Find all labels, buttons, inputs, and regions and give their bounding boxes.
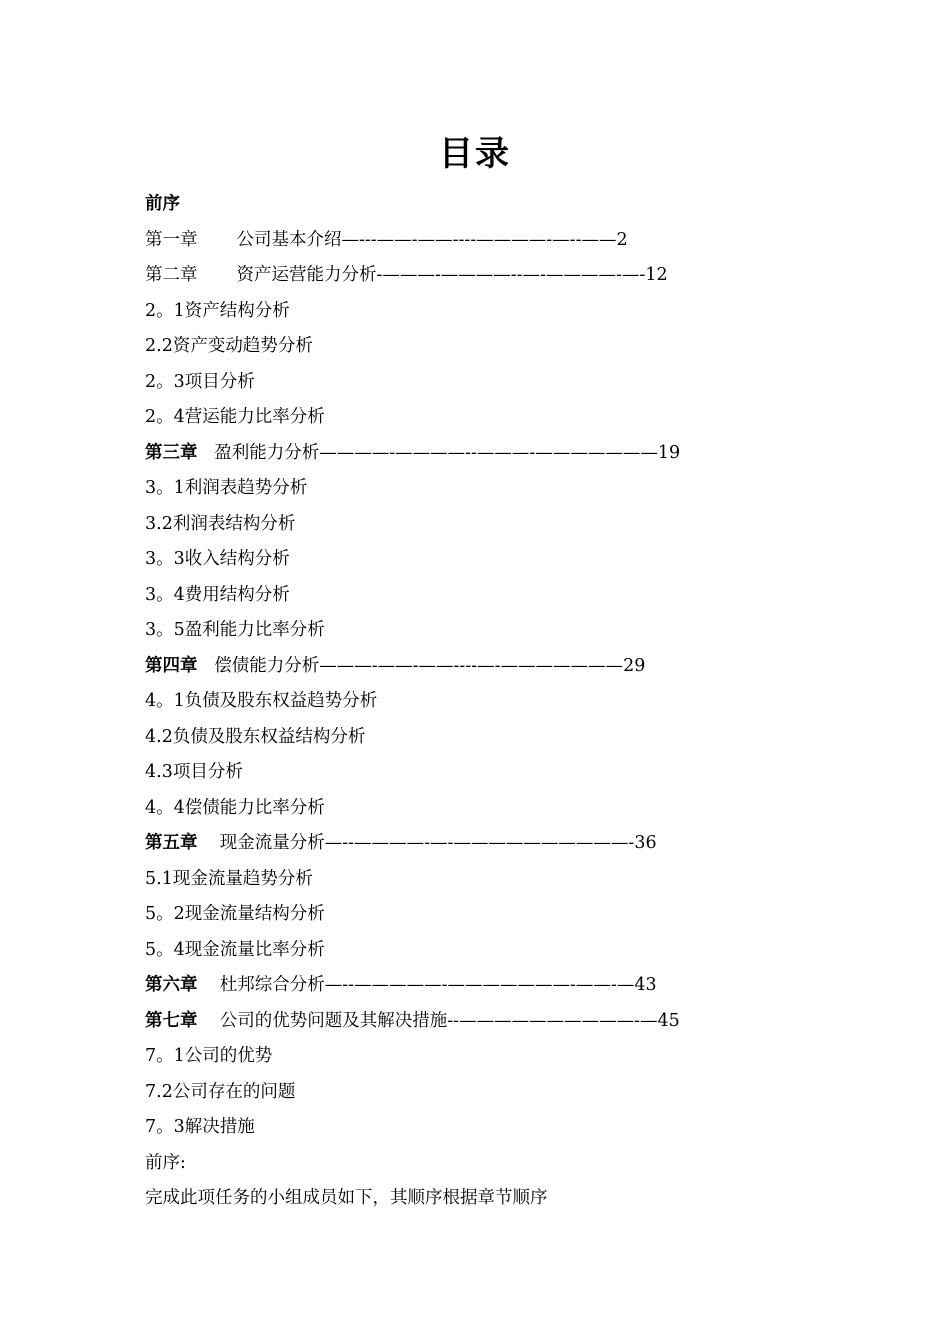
toc-line: 4。4偿债能力比率分析: [145, 797, 325, 818]
chapter-entry-text: 现金流量分析—--————-—-——————————-36: [197, 833, 657, 853]
toc-line: 5。2现金流量结构分析: [145, 904, 325, 924]
toc-line: 2。3项目分析: [145, 371, 255, 392]
toc-line: 3。5盈利能力比率分析: [145, 620, 325, 640]
toc-line: [145, 968, 865, 1004]
chapter-label: 第五章: [145, 833, 198, 853]
chapter-label: 第三章: [145, 442, 198, 463]
chapter-label: 第七章: [145, 1010, 198, 1031]
toc-line: [145, 1004, 865, 1040]
toc-line: 前序:: [145, 1152, 186, 1173]
chapter-label: 第六章: [145, 975, 198, 995]
toc-line: 3。4费用结构分析: [145, 584, 290, 605]
toc-line: 7。1公司的优势: [145, 1046, 273, 1066]
chapter-entry-text: 杜邦综合分析—--—————-———————-——-—43: [197, 975, 657, 995]
toc-line: 完成此项任务的小组成员如下，其顺序根据章节顺序: [145, 1188, 548, 1208]
toc-line: 5.1现金流量趋势分析: [145, 868, 313, 889]
chapter-entry-text: 公司的优势问题及其解决措施--——————————-—45: [197, 1010, 680, 1031]
toc-line: [145, 826, 865, 862]
toc-line: 2。4营运能力比率分析: [145, 407, 325, 427]
toc-line: [145, 436, 865, 472]
toc-line: 3。1利润表趋势分析: [145, 478, 308, 498]
toc-line: 2.2资产变动趋势分析: [145, 336, 313, 356]
toc-line: 4.2负债及股东权益结构分析: [145, 726, 366, 747]
toc-line: 2。1资产结构分析: [145, 300, 290, 321]
toc-line: 4。1负债及股东权益趋势分析: [145, 691, 378, 711]
table-of-contents: [145, 187, 865, 1217]
toc-line: 4.3项目分析: [145, 762, 243, 782]
toc-line: 7。3解决措施: [145, 1117, 255, 1137]
page-title: 目录: [439, 134, 511, 174]
chapter-entry-text: 偿债能力分析———-——-——----—-———————29: [197, 655, 646, 676]
chapter-label: 第四章: [145, 655, 198, 676]
toc-line: 第二章 资产运营能力分析-———-————--—-————-—-12: [145, 265, 668, 285]
toc-line: 3。3收入结构分析: [145, 549, 290, 569]
toc-line: 5。4现金流量比率分析: [145, 939, 325, 960]
toc-line: 7.2公司存在的问题: [145, 1081, 296, 1102]
toc-line: 前序: [145, 194, 180, 214]
toc-line: [145, 649, 865, 685]
toc-line: 第一章 公司基本介绍—---——-——----————-—--——2: [145, 229, 628, 250]
chapter-entry-text: 盈利能力分析————-————--———-———————19: [197, 442, 681, 463]
toc-line: 3.2利润表结构分析: [145, 513, 296, 534]
